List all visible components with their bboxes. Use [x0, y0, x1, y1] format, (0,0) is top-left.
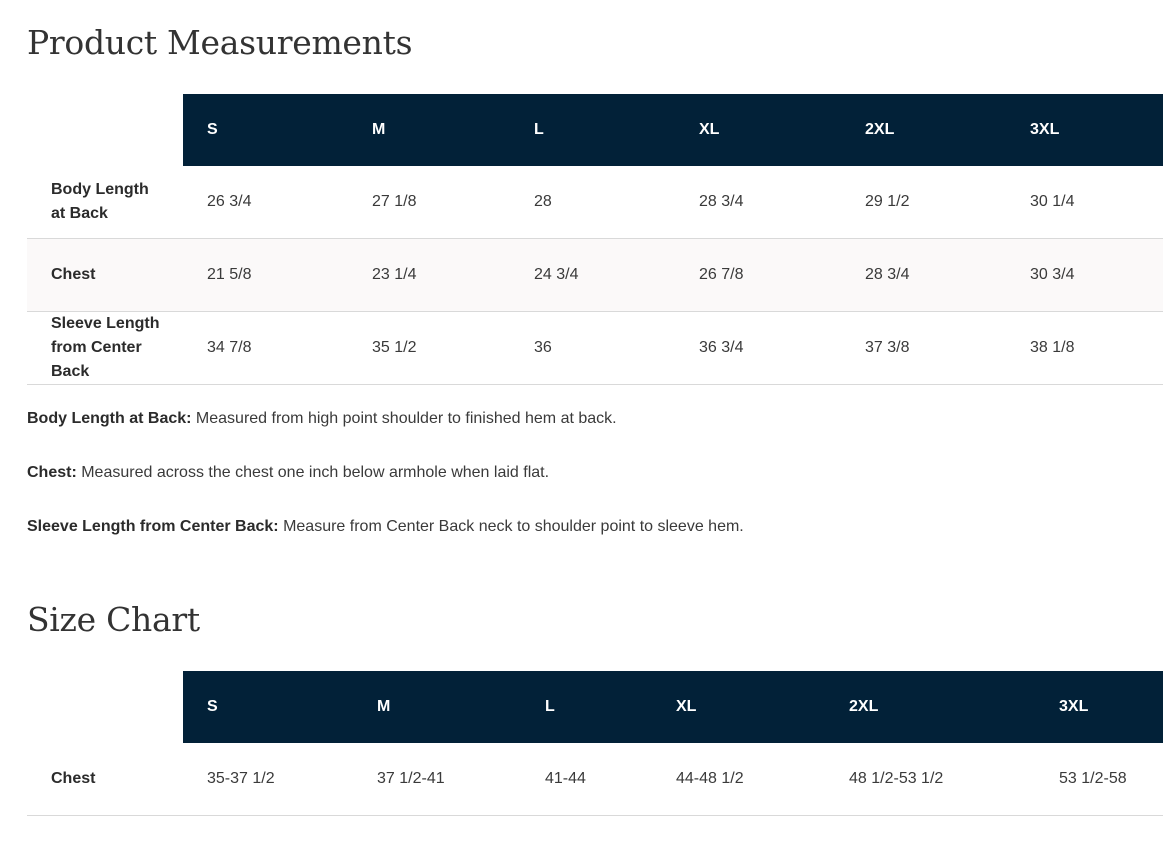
table-cell: 24 3/4	[510, 239, 675, 312]
table-cell: 37 3/8	[841, 312, 1006, 385]
table-cell: 36 3/4	[675, 312, 841, 385]
note-sleeve-length	[27, 516, 1147, 538]
size-chart-table	[27, 671, 1163, 816]
size-header: 2XL	[825, 671, 1035, 743]
table-cell: 38 1/8	[1006, 312, 1163, 385]
table-cell: 23 1/4	[348, 239, 510, 312]
table-cell: 29 1/2	[841, 166, 1006, 239]
size-header: L	[510, 94, 675, 166]
table-cell: 28 3/4	[675, 166, 841, 239]
table-cell: 48 1/2-53 1/2	[825, 743, 1035, 816]
size-header: XL	[675, 94, 841, 166]
measurement-notes	[27, 408, 1147, 570]
table-cell: 53 1/2-58	[1035, 743, 1163, 816]
size-header: 3XL	[1035, 671, 1163, 743]
table-cell: 30 1/4	[1006, 166, 1163, 239]
note-body-length	[27, 408, 1147, 430]
table-cell: 44-48 1/2	[652, 743, 825, 816]
table-cell: 28 3/4	[841, 239, 1006, 312]
row-label: Chest	[27, 239, 183, 312]
size-header: M	[348, 94, 510, 166]
note-text: Measured across the chest one inch below armhole when laid flat.	[76, 464, 550, 481]
table-cell: 36	[510, 312, 675, 385]
size-header: S	[183, 94, 348, 166]
size-chart-header-row	[27, 671, 1163, 743]
table-cell: 37 1/2-41	[353, 743, 521, 816]
table-cell: 26 3/4	[183, 166, 348, 239]
size-header: XL	[652, 671, 825, 743]
size-chart-title: Size Chart	[27, 600, 200, 639]
table-cell: 34 7/8	[183, 312, 348, 385]
note-term: Sleeve Length from Center Back:	[27, 518, 279, 535]
row-label: Chest	[27, 743, 183, 816]
table-cell: 28	[510, 166, 675, 239]
table-row	[27, 166, 1163, 239]
note-term: Body Length at Back:	[27, 410, 192, 427]
table-cell: 21 5/8	[183, 239, 348, 312]
note-term: Chest:	[27, 464, 77, 481]
table-cell: 30 3/4	[1006, 239, 1163, 312]
row-label: Body Length at Back	[27, 166, 183, 239]
table-row	[27, 312, 1163, 385]
measurements-header-row	[27, 94, 1163, 166]
table-cell: 35-37 1/2	[183, 743, 353, 816]
header-corner	[27, 94, 183, 166]
table-cell: 27 1/8	[348, 166, 510, 239]
table-row	[27, 239, 1163, 312]
product-measurements-title: Product Measurements	[27, 23, 413, 62]
note-chest	[27, 462, 1147, 484]
table-cell: 41-44	[521, 743, 652, 816]
note-text: Measure from Center Back neck to shoulder point to sleeve hem.	[278, 518, 744, 535]
table-cell: 26 7/8	[675, 239, 841, 312]
table-row	[27, 743, 1163, 816]
row-label: Sleeve Length from Center Back	[27, 312, 183, 385]
table-cell: 35 1/2	[348, 312, 510, 385]
header-corner	[27, 671, 183, 743]
size-header: L	[521, 671, 652, 743]
measurements-table	[27, 94, 1163, 385]
size-header: S	[183, 671, 353, 743]
size-header: 3XL	[1006, 94, 1163, 166]
size-header: M	[353, 671, 521, 743]
size-header: 2XL	[841, 94, 1006, 166]
note-text: Measured from high point shoulder to finished hem at back.	[191, 410, 617, 427]
